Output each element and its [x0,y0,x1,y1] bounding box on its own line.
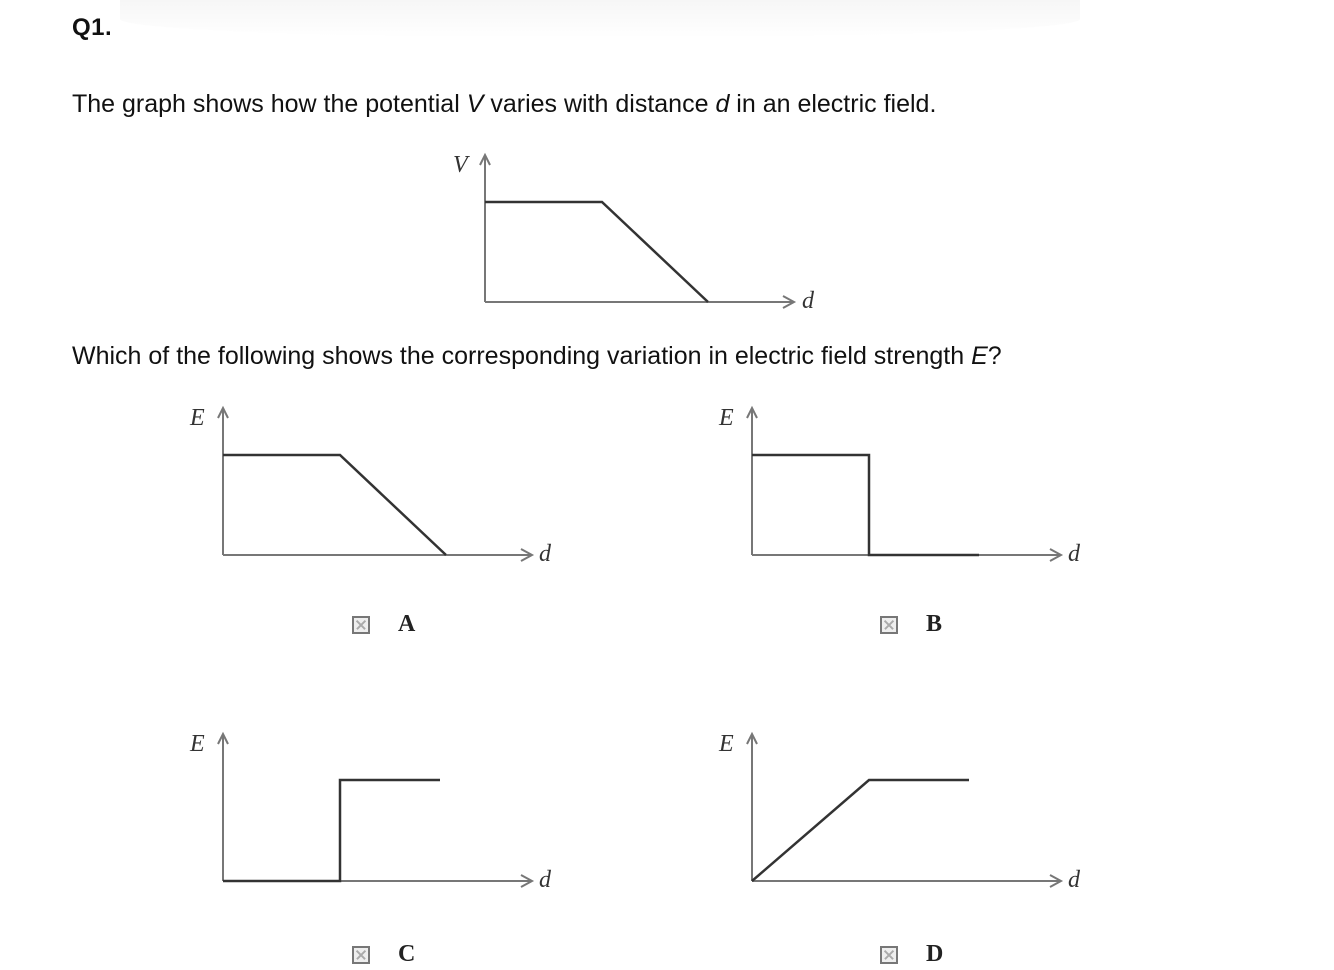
option-a-y-label: E [190,405,205,431]
top-shadow [120,0,1080,38]
option-c[interactable] [352,941,415,968]
potential-graph [450,145,830,320]
option-d[interactable] [880,941,943,968]
option-c-graph [188,724,568,899]
option-a-curve [223,455,446,555]
question-prompt-1 [72,90,936,119]
option-b-curve [752,455,979,555]
prompt1-var-v: V [466,90,484,118]
option-d-label: D [926,941,944,967]
option-c-curve [223,780,440,881]
potential-y-label: V [453,152,468,178]
question-prompt-2 [72,342,1002,371]
option-d-curve [752,780,969,881]
option-a-graph [188,398,568,573]
option-d-graph [717,724,1097,899]
option-b-x-label: d [1068,541,1080,567]
prompt1-text-c: in an electric field. [729,90,937,118]
option-c-y-label: E [190,731,205,757]
prompt1-text-a: The graph shows how the potential [72,90,467,118]
option-a-label: A [398,611,416,637]
option-b-graph [717,398,1097,573]
option-b-label: B [926,611,943,637]
prompt1-var-d: d [715,90,730,118]
potential-curve [485,202,708,302]
option-a[interactable] [352,611,415,638]
prompt1-text-b: varies with distance [483,90,716,118]
option-d-y-label: E [719,731,734,757]
option-d-checkbox[interactable] [880,946,898,964]
prompt2-var-e: E [971,342,988,370]
question-number: Q1. [72,14,113,41]
option-b-checkbox[interactable] [880,616,898,634]
option-c-label: C [398,941,416,967]
option-c-x-label: d [539,867,551,893]
prompt2-text-a: Which of the following shows the corresponding variation in electric field strength [72,342,972,370]
option-d-x-label: d [1068,867,1080,893]
option-b[interactable] [880,611,942,638]
option-a-checkbox[interactable] [352,616,370,634]
option-a-x-label: d [539,541,551,567]
potential-x-label: d [802,288,814,314]
option-b-y-label: E [719,405,734,431]
option-c-checkbox[interactable] [352,946,370,964]
prompt2-text-b: ? [987,342,1002,370]
